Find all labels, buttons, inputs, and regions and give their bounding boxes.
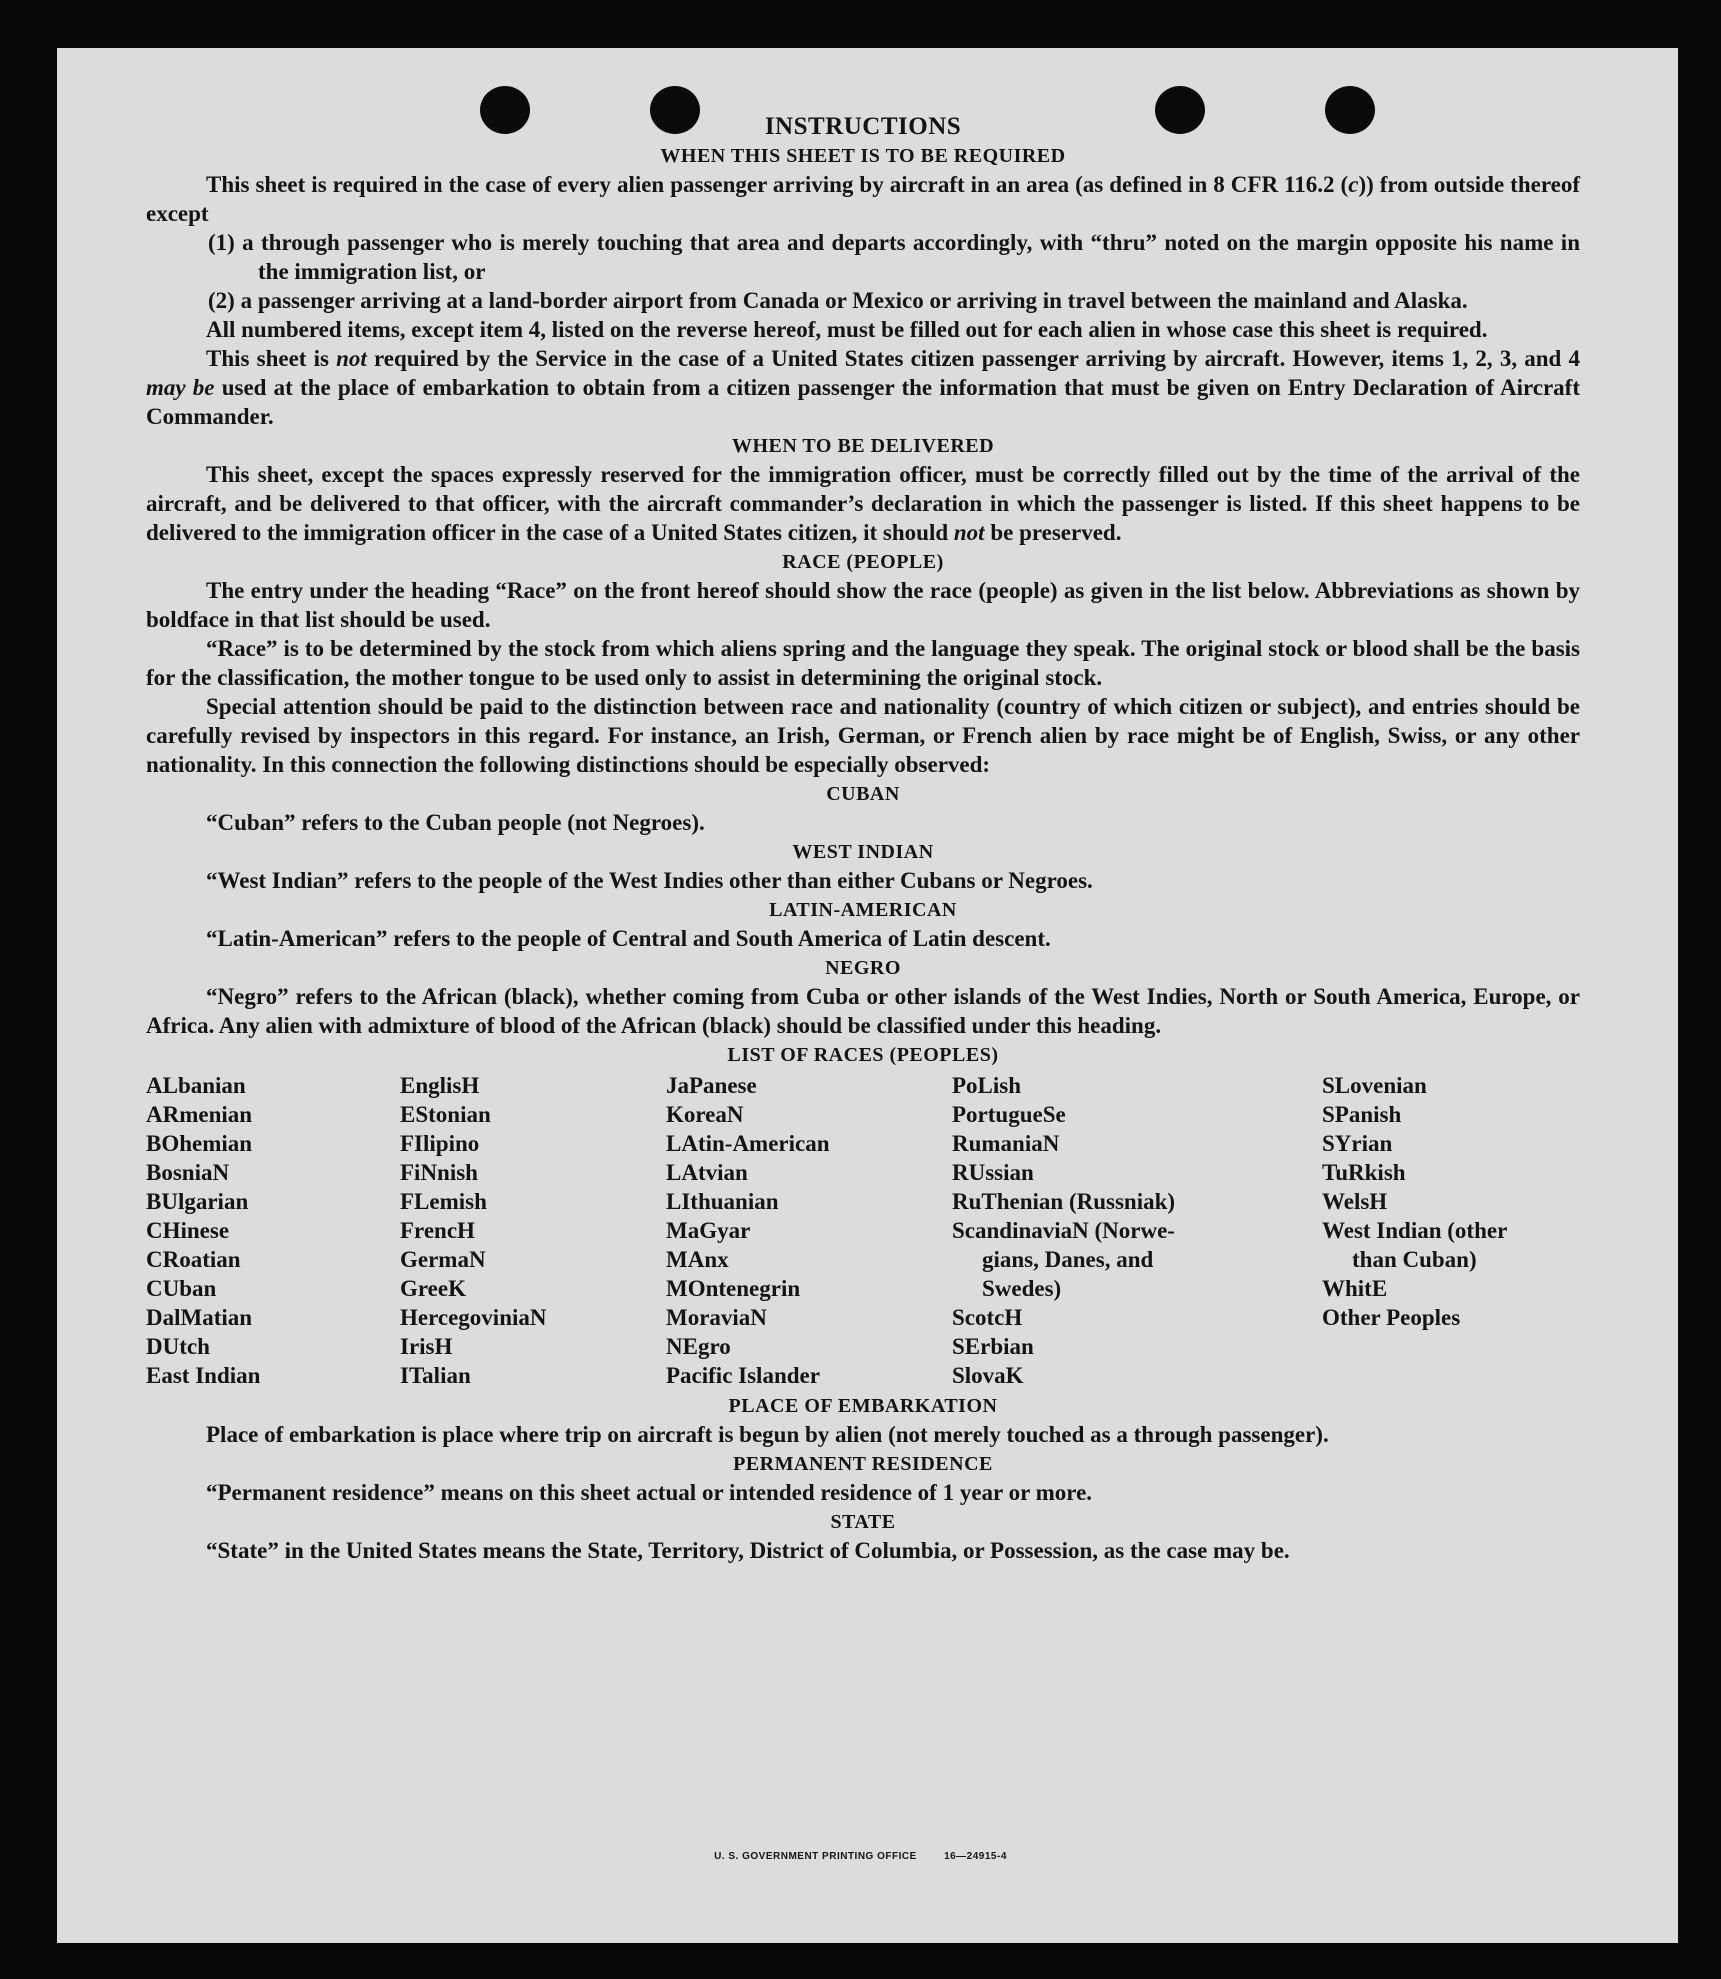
race-entry: MAnx: [666, 1247, 729, 1272]
race-entry: NEgro: [666, 1334, 731, 1359]
race-entry: RumaniaN: [952, 1131, 1060, 1156]
race-entry: MoraviaN: [666, 1305, 767, 1330]
race-entry: West Indian (other: [1322, 1218, 1508, 1243]
race-entry: TuRkish: [1322, 1160, 1406, 1185]
race-entry: IrisH: [400, 1334, 453, 1359]
race-entry: MOntenegrin: [666, 1276, 801, 1301]
race-entry: BUlgarian: [146, 1189, 249, 1214]
race-entry: LIthuanian: [666, 1189, 779, 1214]
race-entry: LAtin-American: [666, 1131, 830, 1156]
race-entry: SPanish: [1322, 1102, 1402, 1127]
race-entry: CUban: [146, 1276, 217, 1301]
section-heading: PLACE OF EMBARKATION: [728, 1395, 998, 1417]
race-entry: GreeK: [400, 1276, 466, 1301]
paragraph: “Cuban” refers to the Cuban people (not Negroes).: [206, 810, 705, 835]
race-entry: GermaN: [400, 1247, 486, 1272]
paragraph: “West Indian” refers to the people of the West Indies other than either Cubans or Negroes.: [206, 868, 1093, 893]
paragraph: “Permanent residence” means on this sheet actual or intended residence of 1 year or more.: [206, 1480, 1093, 1505]
section-heading: WEST INDIAN: [792, 841, 934, 863]
race-column: [666, 1071, 830, 1390]
printer-imprint: [0, 1851, 1721, 1862]
race-entry: RUssian: [952, 1160, 1034, 1185]
race-entry: DalMatian: [146, 1305, 253, 1330]
race-column: [1322, 1071, 1507, 1332]
race-entry: EStonian: [400, 1102, 491, 1127]
race-entry: Other Peoples: [1322, 1305, 1461, 1330]
paragraph: All numbered items, except item 4, listed on the reverse hereof, must be filled out for each alien in whose case this sheet is required.: [206, 317, 1488, 342]
list-item: (1) a through passenger who is merely touching that area and departs accordingly, with “thru” noted on the margin opposite his name in the immigration list, or: [208, 230, 1580, 284]
paragraph: This sheet, except the spaces expressly reserved for the immigration officer, must be correctly filled out by the time of the arrival of the aircraft, and be delivered to that officer, with the aircraft commander’s declaration in which the passenger is listed. If this sheet happens to be delivered to the immigration officer in the case of a United States citizen, it should not be preserved.: [146, 462, 1580, 545]
race-entry: East Indian: [146, 1363, 261, 1388]
section-heading: LIST OF RACES (PEOPLES): [727, 1044, 999, 1066]
race-entry: LAtvian: [666, 1160, 748, 1185]
race-entry: KoreaN: [666, 1102, 744, 1127]
instructions-body: [146, 112, 1580, 1565]
race-entry: DUtch: [146, 1334, 210, 1359]
race-entry: PortugueSe: [952, 1102, 1066, 1127]
race-entry: BOhemian: [146, 1131, 253, 1156]
section-heading: NEGRO: [825, 957, 901, 979]
section-heading: WHEN THIS SHEET IS TO BE REQUIRED: [660, 145, 1066, 167]
race-column: [952, 1071, 1175, 1390]
race-entry: ScotcH: [952, 1305, 1023, 1330]
paragraph: This sheet is not required by the Service in the case of a United States citizen passenger arriving by aircraft. However, items 1, 2, 3, and 4 may be used at the place of embarkation to obtain from a citizen passenger the information that must be given on Entry Declaration of Aircraft Commander.: [146, 346, 1580, 429]
race-entry: Swedes): [982, 1276, 1062, 1301]
race-entry: RuThenian (Russniak): [952, 1189, 1176, 1214]
paragraph: Place of embarkation is place where trip on aircraft is begun by alien (not merely touched as a through passenger).: [206, 1422, 1329, 1447]
race-entry: MaGyar: [666, 1218, 751, 1243]
race-entry: SLovenian: [1322, 1073, 1427, 1098]
race-entry: HercegoviniaN: [400, 1305, 547, 1330]
race-list: [146, 1071, 1580, 1391]
printer-name: U. S. GOVERNMENT PRINTING OFFICE: [714, 1851, 917, 1862]
section-heading: WHEN TO BE DELIVERED: [731, 435, 995, 457]
race-entry: FIlipino: [400, 1131, 480, 1156]
race-entry: ARmenian: [146, 1102, 253, 1127]
race-entry: CHinese: [146, 1218, 230, 1243]
section-heading: STATE: [830, 1511, 896, 1533]
race-entry: FiNnish: [400, 1160, 478, 1185]
race-entry: gians, Danes, and: [982, 1247, 1154, 1272]
race-entry: FLemish: [400, 1189, 487, 1214]
race-column: [400, 1071, 547, 1390]
page-title: INSTRUCTIONS: [764, 113, 962, 140]
section-heading: LATIN-AMERICAN: [769, 899, 957, 921]
race-entry: ITalian: [400, 1363, 471, 1388]
race-entry: JaPanese: [666, 1073, 757, 1098]
race-column: [146, 1071, 260, 1390]
form-code: 16—24915-4: [944, 1851, 1007, 1862]
race-entry: EnglisH: [400, 1073, 480, 1098]
race-entry: WhitE: [1322, 1276, 1388, 1301]
race-entry: SYrian: [1322, 1131, 1393, 1156]
race-entry: ALbanian: [146, 1073, 246, 1098]
paragraph: “Latin-American” refers to the people of Central and South America of Latin descent.: [206, 926, 1051, 951]
paragraph: This sheet is required in the case of every alien passenger arriving by aircraft in an area (as defined in 8 CFR 116.2 (c)) from outside thereof except: [146, 172, 1580, 226]
race-entry: FrencH: [400, 1218, 475, 1243]
race-entry: PoLish: [952, 1073, 1022, 1098]
paragraph: “Negro” refers to the African (black), whether coming from Cuba or other islands of the West Indies, North or South America, Europe, or Africa. Any alien with admixture of blood of the African (black) should be classified under this heading.: [146, 984, 1580, 1038]
race-entry: CRoatian: [146, 1247, 241, 1272]
race-entry: SlovaK: [952, 1363, 1024, 1388]
race-entry: Pacific Islander: [666, 1363, 820, 1388]
section-heading: PERMANENT RESIDENCE: [733, 1453, 993, 1475]
paragraph: “Race” is to be determined by the stock from which aliens spring and the language they speak. The original stock or blood shall be the basis for the classification, the mother tongue to be used only to assist in determining the original stock.: [146, 636, 1580, 690]
paragraph: Special attention should be paid to the distinction between race and nationality (country of which citizen or subject), and entries should be carefully revised by inspectors in this regard. For instance, an Irish, German, or French alien by race might be of English, Swiss, or any other nationality. In this connection the following distinctions should be especially observed:: [146, 694, 1580, 777]
race-entry: ScandinaviaN (Norwe-: [952, 1218, 1175, 1243]
section-heading: RACE (PEOPLE): [782, 551, 944, 573]
section-heading: CUBAN: [826, 783, 900, 805]
paragraph: The entry under the heading “Race” on the front hereof should show the race (people) as given in the list below. Abbreviations as shown by boldface in that list should be used.: [146, 578, 1580, 632]
paragraph: “State” in the United States means the State, Territory, District of Columbia, or Possession, as the case may be.: [206, 1538, 1290, 1563]
race-entry: than Cuban): [1352, 1247, 1477, 1272]
list-item: (2) a passenger arriving at a land-border airport from Canada or Mexico or arriving in travel between the mainland and Alaska.: [208, 288, 1468, 313]
race-entry: BosniaN: [146, 1160, 230, 1185]
race-entry: WelsH: [1322, 1189, 1388, 1214]
race-entry: SErbian: [952, 1334, 1034, 1359]
